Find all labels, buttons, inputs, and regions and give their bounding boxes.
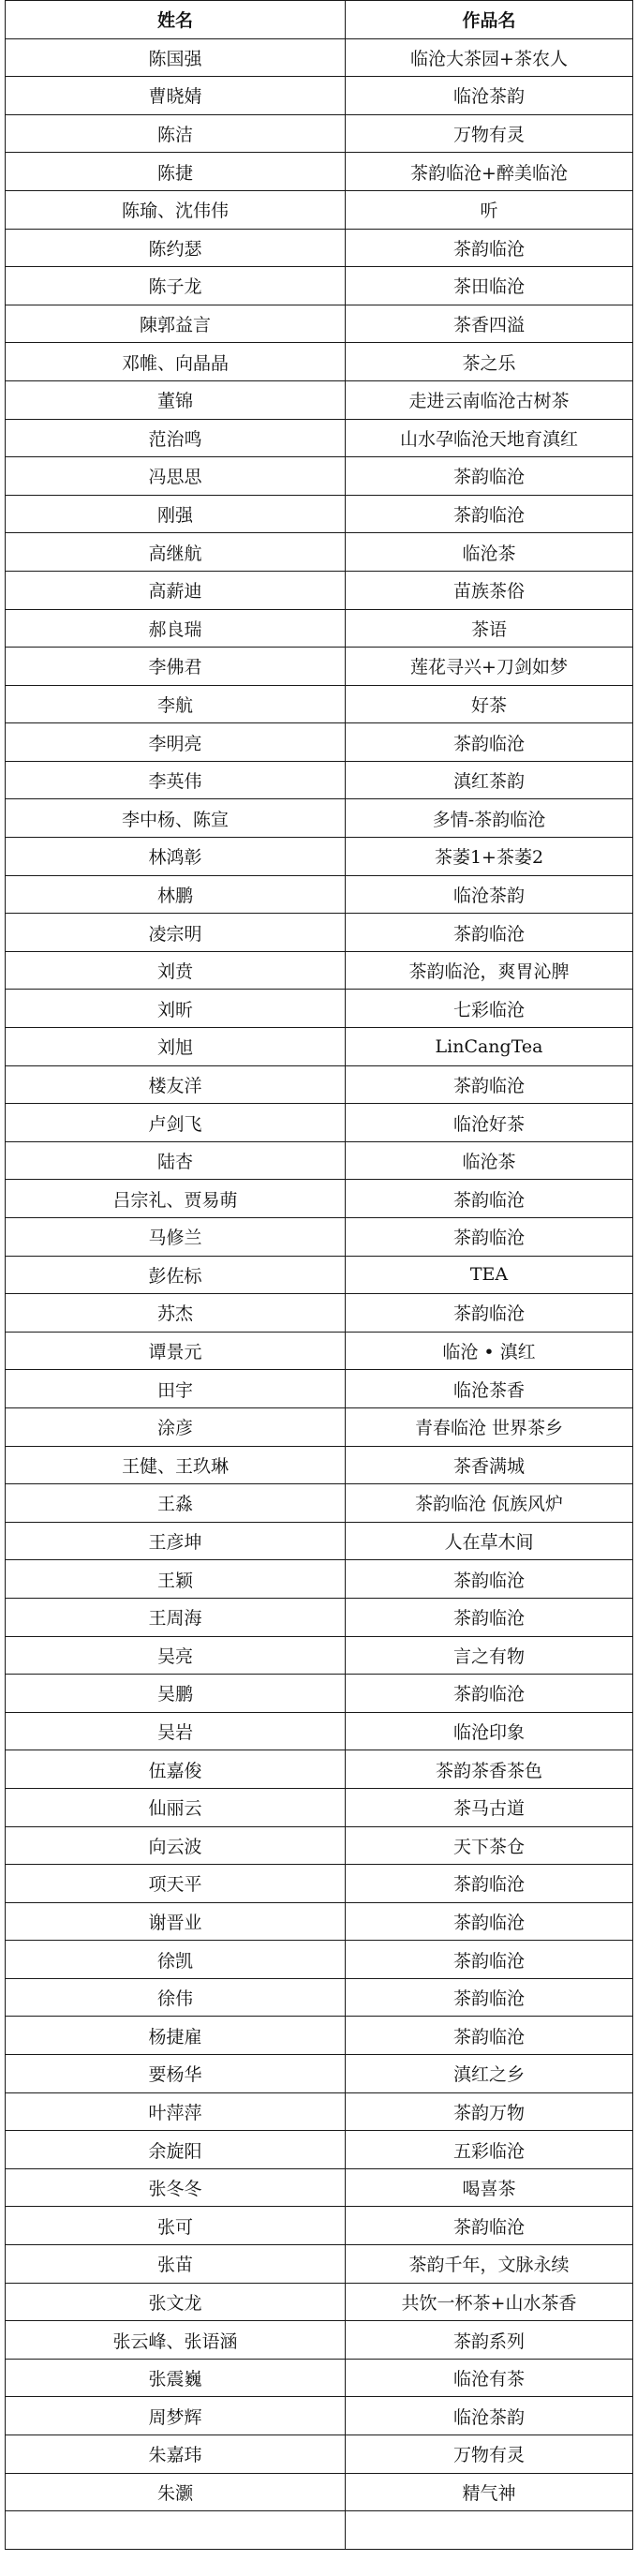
author-name-cell: 徐伟 xyxy=(6,1978,346,2017)
author-name-cell: 林鹏 xyxy=(6,875,346,914)
table-row xyxy=(6,1560,633,1599)
table-row xyxy=(6,2321,633,2360)
author-name-cell: 彭佐标 xyxy=(6,1256,346,1294)
author-name-cell: 吕宗礼、贾易萌 xyxy=(6,1180,346,1218)
table-row xyxy=(6,1636,633,1675)
table-row xyxy=(6,190,633,229)
work-title-cell: 多情-茶韵临沧 xyxy=(346,799,633,838)
table-row xyxy=(6,2397,633,2435)
table-row xyxy=(6,799,633,838)
author-name-cell: 李英伟 xyxy=(6,761,346,799)
work-title-cell: 茶马古道 xyxy=(346,1788,633,1826)
work-title-cell: 临沧大茶园+茶农人 xyxy=(346,38,633,77)
table-row xyxy=(6,153,633,191)
table-row xyxy=(6,1826,633,1865)
work-title-cell: 滇红茶韵 xyxy=(346,761,633,799)
name-column-header: 姓名 xyxy=(6,1,346,39)
author-name-cell: 王周海 xyxy=(6,1598,346,1636)
work-title-cell: LinCangTea xyxy=(346,1028,633,1066)
table-row xyxy=(6,1675,633,1713)
table-row xyxy=(6,2055,633,2093)
work-title-cell: 临沧 • 滇红 xyxy=(346,1332,633,1370)
author-name-cell: 张苗 xyxy=(6,2245,346,2284)
work-title-cell: 临沧茶韵 xyxy=(346,77,633,115)
table-row xyxy=(6,1598,633,1636)
table-row xyxy=(6,1522,633,1560)
table-row xyxy=(6,1294,633,1333)
author-name-cell: 楼友洋 xyxy=(6,1065,346,1104)
author-name-cell: 吴岩 xyxy=(6,1712,346,1750)
author-name-cell: 卢剑飞 xyxy=(6,1104,346,1142)
author-name-cell: 曹晓婧 xyxy=(6,77,346,115)
work-title-cell: 青春临沧 世界茶乡 xyxy=(346,1407,633,1446)
author-name-cell: 刘贲 xyxy=(6,951,346,990)
work-title-cell: 茶韵临沧 xyxy=(346,2207,633,2245)
work-title-cell: 临沧茶 xyxy=(346,1141,633,1180)
work-title-cell: 茶韵临沧 xyxy=(346,1675,633,1713)
author-name-cell: 王淼 xyxy=(6,1484,346,1523)
work-title-cell: 茶韵临沧 xyxy=(346,1294,633,1333)
author-name-cell: 张文龙 xyxy=(6,2283,346,2321)
work-title-cell: 临沧茶香 xyxy=(346,1370,633,1408)
author-name-cell: 李明亮 xyxy=(6,723,346,762)
work-title-cell: 茶韵临沧 xyxy=(346,229,633,267)
work-title-cell: 人在草木间 xyxy=(346,1522,633,1560)
work-title-cell: 茶韵临沧 xyxy=(346,1865,633,1903)
work-title-cell: 茶韵临沧 佤族风炉 xyxy=(346,1484,633,1523)
table-row xyxy=(6,1712,633,1750)
author-name-cell: 李中杨、陈宣 xyxy=(6,799,346,838)
work-title-cell: 茶田临沧 xyxy=(346,267,633,305)
table-row xyxy=(6,571,633,609)
table-row xyxy=(6,114,633,153)
work-title-cell: 茶韵系列 xyxy=(346,2321,633,2360)
table-row xyxy=(6,1332,633,1370)
author-name-cell: 伍嘉俊 xyxy=(6,1750,346,1789)
table-row xyxy=(6,1141,633,1180)
work-title-cell: 天下茶仓 xyxy=(346,1826,633,1865)
table-row xyxy=(6,838,633,876)
work-title-cell: 滇红之乡 xyxy=(346,2055,633,2093)
work-title-cell: 万物有灵 xyxy=(346,114,633,153)
work-title-cell: 茶韵万物 xyxy=(346,2092,633,2131)
table-row xyxy=(6,951,633,990)
author-name-cell: 涂彦 xyxy=(6,1407,346,1446)
table-row xyxy=(6,1788,633,1826)
work-title-cell: 茶韵临沧 xyxy=(346,1065,633,1104)
author-name-cell: 邓帷、向晶晶 xyxy=(6,343,346,381)
author-name-cell: 刘昕 xyxy=(6,990,346,1028)
work-title-cell: 茶韵临沧 xyxy=(346,2017,633,2055)
author-name-cell: 苏杰 xyxy=(6,1294,346,1333)
author-name-cell: 林鸿彰 xyxy=(6,838,346,876)
work-title-cell: 茶韵临沧 xyxy=(346,1598,633,1636)
work-title-cell: 茶韵临沧 xyxy=(346,1978,633,2017)
work-title-cell: 喝喜茶 xyxy=(346,2168,633,2207)
table-row xyxy=(6,2283,633,2321)
work-title-cell: 茶韵临沧，爽胃沁脾 xyxy=(346,951,633,990)
author-name-cell: 田宇 xyxy=(6,1370,346,1408)
table-row xyxy=(6,267,633,305)
author-name-cell: 陳郭益言 xyxy=(6,305,346,343)
author-name-cell: 马修兰 xyxy=(6,1218,346,1257)
work-title-cell: 茶香满城 xyxy=(346,1446,633,1484)
author-name-cell: 要杨华 xyxy=(6,2055,346,2093)
work-title-cell: 精气神 xyxy=(346,2473,633,2511)
author-name-cell: 朱灏 xyxy=(6,2473,346,2511)
work-title-cell: 临沧好茶 xyxy=(346,1104,633,1142)
table-row xyxy=(6,723,633,762)
work-title-cell: 茶韵临沧 xyxy=(346,1218,633,1257)
table-row xyxy=(6,2207,633,2245)
table-row xyxy=(6,457,633,496)
work-title-cell: 茶韵临沧 xyxy=(346,914,633,952)
author-name-cell: 张震巍 xyxy=(6,2359,346,2397)
work-title-cell: 临沧茶韵 xyxy=(346,2397,633,2435)
table-row xyxy=(6,1902,633,1941)
work-title-cell: 茶韵茶香茶色 xyxy=(346,1750,633,1789)
table-row xyxy=(6,38,633,77)
table-row xyxy=(6,343,633,381)
work-title-cell: 七彩临沧 xyxy=(346,990,633,1028)
work-title-cell: 茶萎1+茶萎2 xyxy=(346,838,633,876)
author-name-cell: 吴鹏 xyxy=(6,1675,346,1713)
work-title-cell: 茶韵临沧 xyxy=(346,1560,633,1599)
author-name-cell: 陈子龙 xyxy=(6,267,346,305)
table-row xyxy=(6,875,633,914)
table-row xyxy=(6,305,633,343)
table-row xyxy=(6,648,633,686)
work-title-cell: 茶韵千年，文脉永续 xyxy=(346,2245,633,2284)
work-title-cell: 茶之乐 xyxy=(346,343,633,381)
author-name-cell: 范治鸣 xyxy=(6,419,346,457)
work-title-cell: 临沧有茶 xyxy=(346,2359,633,2397)
work-title-cell: 茶韵临沧 xyxy=(346,457,633,496)
table-row xyxy=(6,761,633,799)
author-name-cell: 陈瑜、沈伟伟 xyxy=(6,190,346,229)
table-row xyxy=(6,1978,633,2017)
table-row xyxy=(6,1446,633,1484)
work-title-cell: 茶韵临沧 xyxy=(346,1902,633,1941)
work-title-cell: 共饮一杯茶+山水茶香 xyxy=(346,2283,633,2321)
work-title-cell: 言之有物 xyxy=(346,1636,633,1675)
table-row xyxy=(6,77,633,115)
author-name-cell: 徐凯 xyxy=(6,1941,346,1979)
entries-table xyxy=(5,0,633,2550)
author-name-cell: 陈国强 xyxy=(6,38,346,77)
table-row xyxy=(6,2017,633,2055)
work-title-cell: 听 xyxy=(346,190,633,229)
table-row xyxy=(6,2131,633,2169)
work-title-cell: 临沧茶韵 xyxy=(346,875,633,914)
work-title-cell xyxy=(346,2511,633,2550)
table-row xyxy=(6,1065,633,1104)
author-name-cell: 王颖 xyxy=(6,1560,346,1599)
work-title-cell: 茶韵临沧 xyxy=(346,723,633,762)
table-row xyxy=(6,380,633,419)
author-name-cell: 郝良瑞 xyxy=(6,609,346,648)
table-row xyxy=(6,914,633,952)
author-name-cell: 陈约瑟 xyxy=(6,229,346,267)
work-column-header: 作品名 xyxy=(346,1,633,39)
author-name-cell: 刘旭 xyxy=(6,1028,346,1066)
author-name-cell: 项天平 xyxy=(6,1865,346,1903)
work-title-cell: 茶韵临沧 xyxy=(346,1941,633,1979)
author-name-cell: 余旋阳 xyxy=(6,2131,346,2169)
author-name-cell: 陈捷 xyxy=(6,153,346,191)
work-title-cell: 茶香四溢 xyxy=(346,305,633,343)
table-row xyxy=(6,1484,633,1523)
table-row xyxy=(6,1256,633,1294)
work-title-cell: TEA xyxy=(346,1256,633,1294)
work-title-cell: 走进云南临沧古树茶 xyxy=(346,380,633,419)
author-name-cell: 张云峰、张语涵 xyxy=(6,2321,346,2360)
work-title-cell: 莲花寻兴+刀剑如梦 xyxy=(346,648,633,686)
work-title-cell: 临沧茶 xyxy=(346,533,633,572)
table-row xyxy=(6,609,633,648)
author-name-cell: 刚强 xyxy=(6,495,346,533)
author-name-cell: 李佛君 xyxy=(6,648,346,686)
table-row xyxy=(6,229,633,267)
author-name-cell: 张可 xyxy=(6,2207,346,2245)
table-row xyxy=(6,2359,633,2397)
work-title-cell: 茶韵临沧 xyxy=(346,495,633,533)
author-name-cell: 向云波 xyxy=(6,1826,346,1865)
work-title-cell: 万物有灵 xyxy=(346,2435,633,2474)
table-row xyxy=(6,990,633,1028)
author-name-cell: 张冬冬 xyxy=(6,2168,346,2207)
work-title-cell: 山水孕临沧天地育滇红 xyxy=(346,419,633,457)
work-title-cell: 茶韵临沧 xyxy=(346,1180,633,1218)
author-name-cell: 陆杏 xyxy=(6,1141,346,1180)
table-row xyxy=(6,1028,633,1066)
author-name-cell: 陈洁 xyxy=(6,114,346,153)
author-name-cell: 高继航 xyxy=(6,533,346,572)
table-row xyxy=(6,419,633,457)
table-row xyxy=(6,2168,633,2207)
work-title-cell: 临沧印象 xyxy=(346,1712,633,1750)
author-name-cell: 朱嘉玮 xyxy=(6,2435,346,2474)
author-name-cell: 董锦 xyxy=(6,380,346,419)
author-name-cell: 吴亮 xyxy=(6,1636,346,1675)
author-name-cell: 凌宗明 xyxy=(6,914,346,952)
table-body xyxy=(6,38,633,2549)
work-title-cell: 茶韵临沧+醉美临沧 xyxy=(346,153,633,191)
header-row xyxy=(6,1,633,39)
author-name-cell: 周梦辉 xyxy=(6,2397,346,2435)
author-name-cell: 谢晋业 xyxy=(6,1902,346,1941)
author-name-cell: 叶萍萍 xyxy=(6,2092,346,2131)
table-row xyxy=(6,1180,633,1218)
author-name-cell: 谭景元 xyxy=(6,1332,346,1370)
table-row xyxy=(6,1370,633,1408)
author-name-cell: 王健、王玖琳 xyxy=(6,1446,346,1484)
table-row xyxy=(6,495,633,533)
table-row xyxy=(6,1865,633,1903)
work-title-cell: 茶语 xyxy=(346,609,633,648)
author-name-cell xyxy=(6,2511,346,2550)
table-row xyxy=(6,1104,633,1142)
work-title-cell: 五彩临沧 xyxy=(346,2131,633,2169)
table-row xyxy=(6,2435,633,2474)
table-row xyxy=(6,533,633,572)
author-name-cell: 仙丽云 xyxy=(6,1788,346,1826)
table-row xyxy=(6,685,633,723)
author-name-cell: 李航 xyxy=(6,685,346,723)
author-name-cell: 冯思思 xyxy=(6,457,346,496)
table-row xyxy=(6,1407,633,1446)
table-row xyxy=(6,1218,633,1257)
table-row xyxy=(6,2245,633,2284)
work-title-cell: 好茶 xyxy=(346,685,633,723)
work-title-cell: 苗族茶俗 xyxy=(346,571,633,609)
table-row xyxy=(6,1941,633,1979)
author-name-cell: 高薪迪 xyxy=(6,571,346,609)
author-name-cell: 王彦坤 xyxy=(6,1522,346,1560)
author-name-cell: 杨捷雇 xyxy=(6,2017,346,2055)
table-row xyxy=(6,1750,633,1789)
table-row xyxy=(6,2473,633,2511)
table-row xyxy=(6,2092,633,2131)
table-row xyxy=(6,2511,633,2550)
